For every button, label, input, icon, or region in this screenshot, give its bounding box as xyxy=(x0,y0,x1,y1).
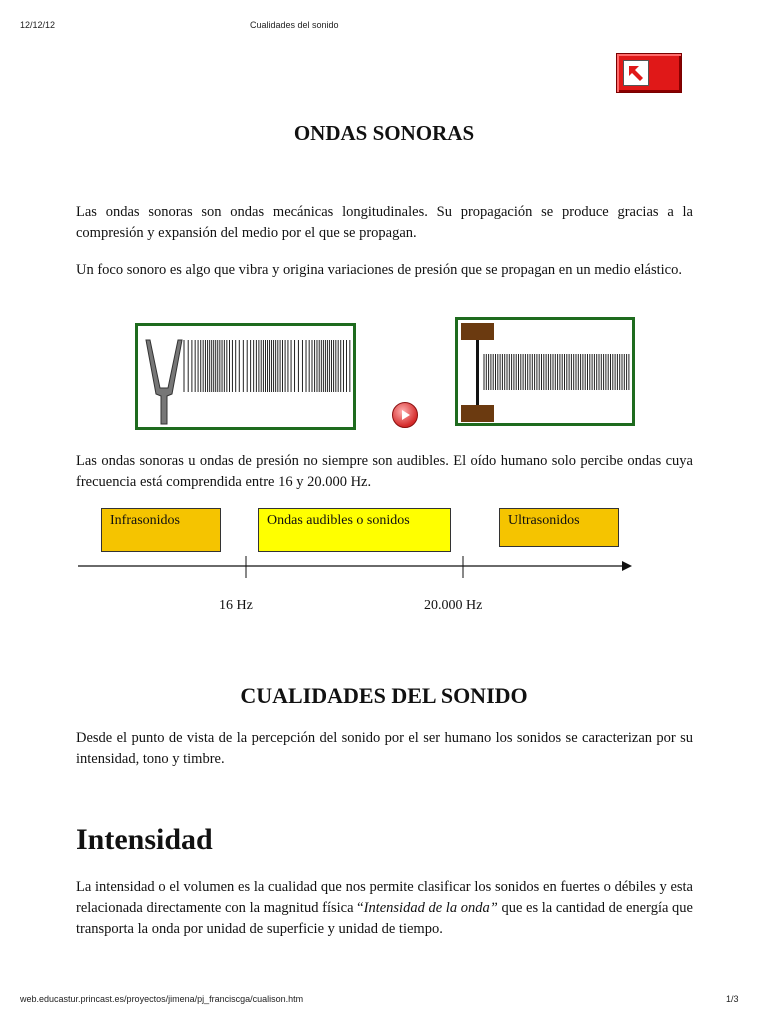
paragraph-audible-range: Las ondas sonoras u ondas de presión no siempre son audibles. El oído humano solo percibe ondas cuya frecuencia está comprendida entre 16 y 20.000 Hz. xyxy=(76,453,693,490)
intensidad-emphasis: Intensidad de la onda” xyxy=(363,900,498,916)
piston-rod xyxy=(476,340,479,405)
tick-label-20000hz: 20.000 Hz xyxy=(424,598,483,613)
paragraph-cualidades: Desde el punto de vista de la percepción del sonido por el ser humano los sonidos se caracterizan por su intensidad, tono y timbre. xyxy=(76,730,693,767)
intensidad-text-b: que es la cantidad de energía que transporta la onda por unidad de superficie y unidad de tiempo. xyxy=(76,900,693,937)
tuning-fork-icon xyxy=(146,340,182,424)
section-title-cualidades: CUALIDADES DEL SONIDO xyxy=(240,683,528,708)
play-button[interactable] xyxy=(392,402,418,428)
section-title-ondas-sonoras: ONDAS SONORAS xyxy=(293,121,475,145)
tuning-fork-animation xyxy=(135,323,356,430)
tick-label-16hz: 16 Hz xyxy=(219,598,253,613)
heading-intensidad: Intensidad xyxy=(76,823,213,856)
piston-animation xyxy=(455,317,635,426)
audible-box: Ondas audibles o sonidos xyxy=(258,508,451,552)
intensidad-text-a: La intensidad o el volumen es la cualidad que nos permite clasificar los sonidos en fuertes o débiles y esta relacionada directamente con la magnitud física “ xyxy=(76,879,693,916)
paragraph-definition: Las ondas sonoras son ondas mecánicas longitudinales. Su propagación se produce gracias a la compresión y expansión del medio por el que se propagan. xyxy=(76,204,693,241)
piston-cap-top xyxy=(461,323,494,340)
footer-url: web.educastur.princast.es/proyectos/jimena/pj_franciscga/cualison.htm xyxy=(20,994,304,1004)
print-date: 12/12/12 xyxy=(20,20,56,30)
piston-cap-bottom xyxy=(461,405,494,422)
print-title: Cualidades del sonido xyxy=(250,20,339,30)
infrasound-box: Infrasonidos xyxy=(101,508,221,552)
back-button[interactable] xyxy=(616,53,682,93)
paragraph-foco-sonoro: Un foco sonoro es algo que vibra y origina variaciones de presión que se propagan en un medio elástico. xyxy=(76,262,682,278)
arrow-back-icon xyxy=(623,60,649,86)
page-number: 1/3 xyxy=(726,994,739,1004)
frequency-axis xyxy=(76,556,636,580)
ultrasound-box: Ultrasonidos xyxy=(499,508,619,547)
paragraph-intensidad xyxy=(76,877,693,940)
